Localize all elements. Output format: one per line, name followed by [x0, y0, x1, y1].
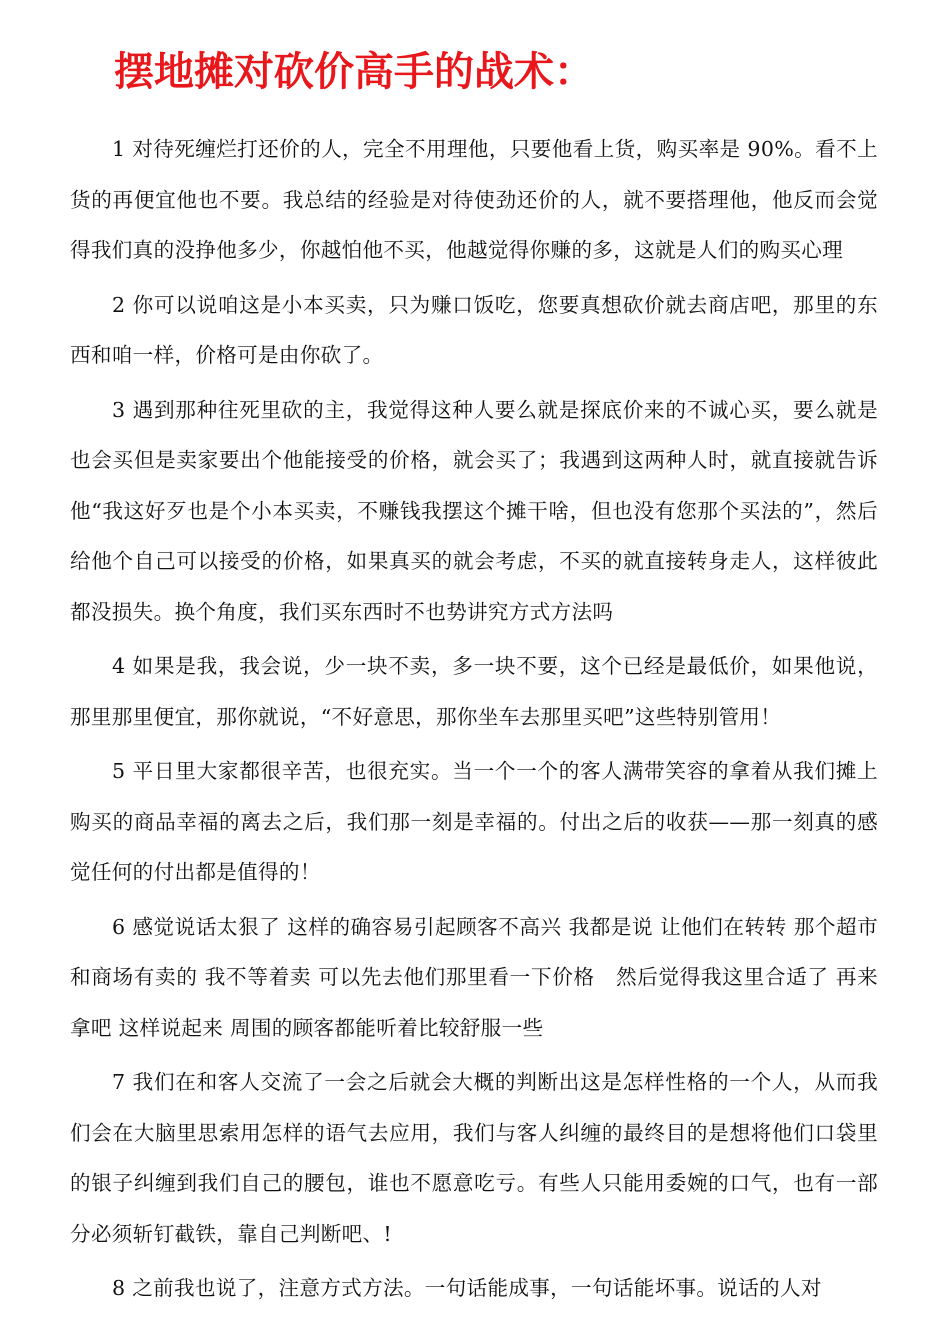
- paragraph-6: 6 感觉说话太狠了 这样的确容易引起顾客不高兴 我都是说 让他们在转转 那个超市和商场有卖的 我不等着卖 可以先去他们那里看一下价格 然后觉得我这里合适了 再来拿吧 这样说起来 周围的顾客都能听着比较舒服一些: [70, 914, 878, 1040]
- paragraph-1: 1 对待死缠烂打还价的人，完全不用理他，只要他看上货，购买率是 90%。看不上货的再便宜他也不要。我总结的经验是对待使劲还价的人，就不要搭理他，他反而会觉得我们真的没挣他多少，你越怕他不买，他越觉得你赚的多，这就是人们的购买心理: [70, 137, 878, 262]
- paragraph-2: 2 你可以说咱这是小本买卖，只为赚口饭吃，您要真想砍价就去商店吧，那里的东西和咱一样，价格可是由你砍了。: [70, 292, 878, 367]
- document-title: 摆地摊对砍价高手的战术：: [114, 48, 594, 95]
- paragraph-4: 4 如果是我，我会说，少一块不卖，多一块不要，这个已经是最低价，如果他说，那里那里便宜，那你就说，“不好意思，那你坐车去那里买吧”这些特别管用！: [70, 654, 878, 729]
- paragraph-8: 8 之前我也说了，注意方式方法。一句话能成事，一句话能坏事。说话的人对: [112, 1276, 822, 1300]
- paragraph-3: 3 遇到那种往死里砍的主，我觉得这种人要么就是探底价来的不诚心买，要么就是也会买但是卖家要出个他能接受的价格，就会买了；我遇到这两种人时，就直接就告诉他“我这好歹也是个小本买卖，不赚钱我摆这个摊干啥，但也没有您那个买法的”，然后给他个自己可以接受的价格，如果真买的就会考虑，不买的就直接转身走人，这样彼此都没损失。换个角度，我们买东西时不也势讲究方式方法吗: [70, 397, 878, 624]
- paragraph-7: 7 我们在和客人交流了一会之后就会大概的判断出这是怎样性格的一个人，从而我们会在大脑里思索用怎样的语气去应用，我们与客人纠缠的最终目的是想将他们口袋里的银子纠缠到我们自己的腰包，谁也不愿意吃亏。有些人只能用委婉的口气，也有一部分必须斩钉截铁，靠自己判断吧、!: [70, 1070, 878, 1246]
- paragraph-5: 5 平日里大家都很辛苦，也很充实。当一个一个的客人满带笑容的拿着从我们摊上购买的商品幸福的离去之后，我们那一刻是幸福的。付出之后的收获——那一刻真的感觉任何的付出都是值得的！: [70, 759, 878, 884]
